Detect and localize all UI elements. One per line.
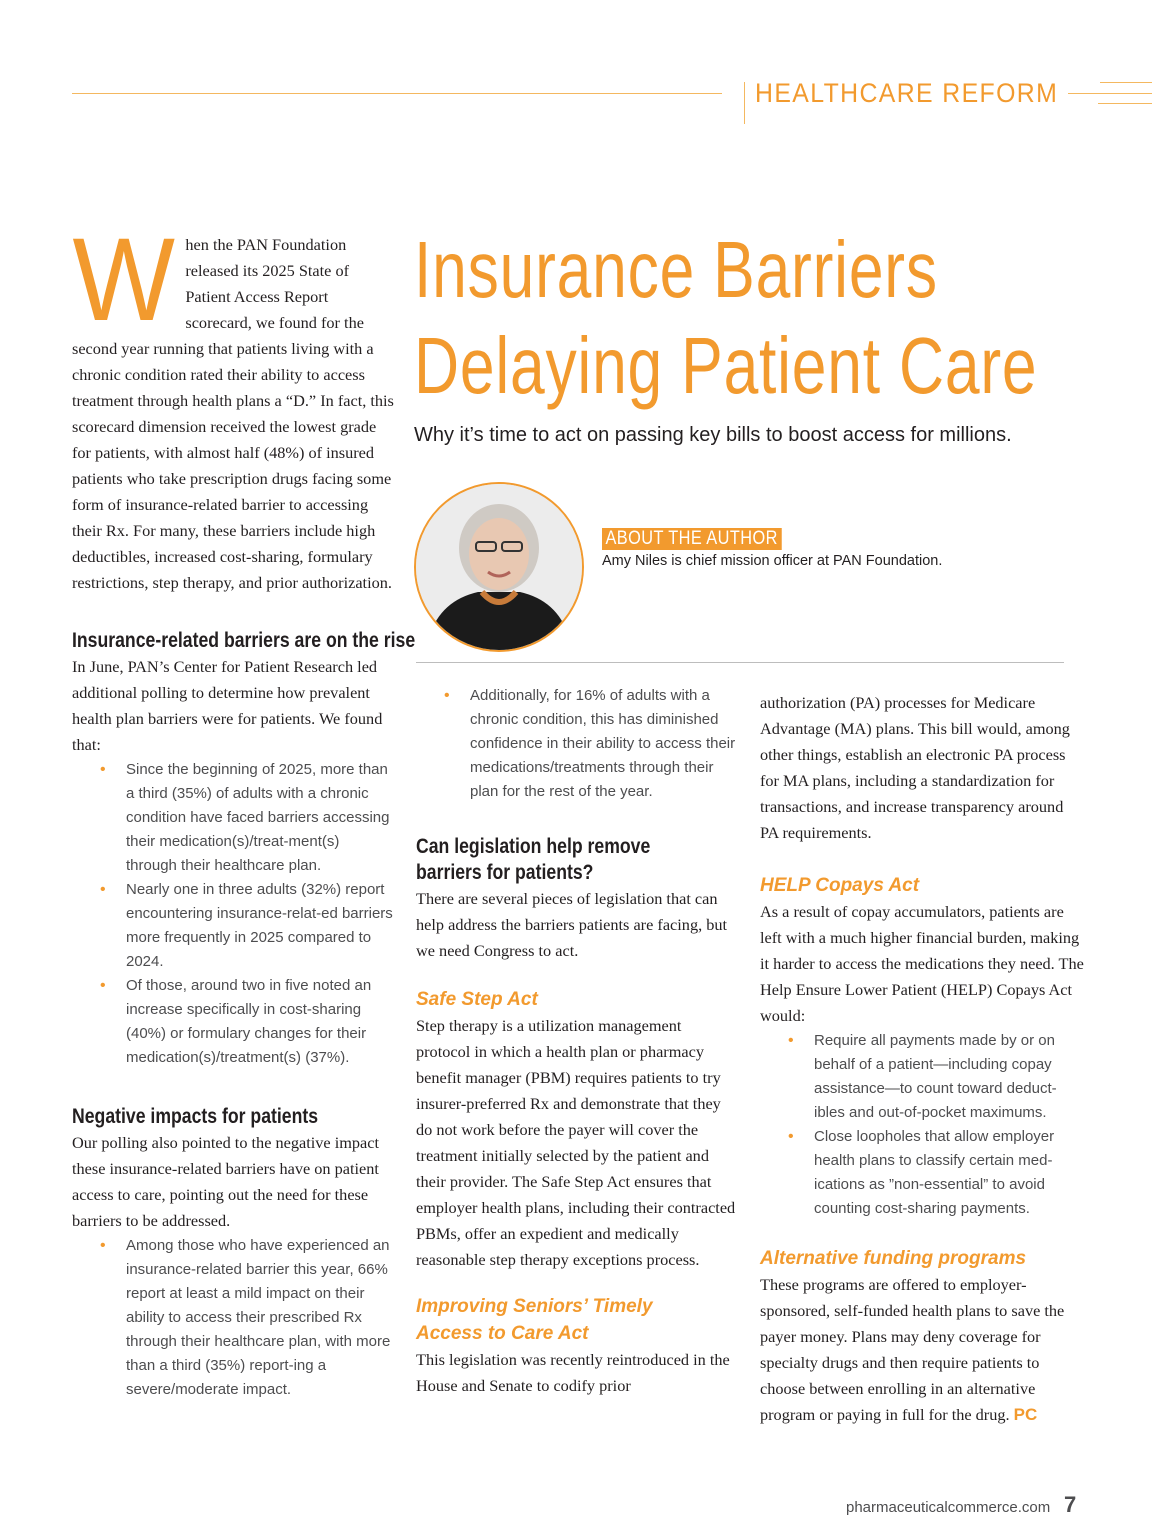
safe-step-paragraph: Step therapy is a utilization management protocol in which a health plan or pharmacy benefit manager (PBM) requires patients to try insurer-preferred Rx and demonstrate that they do not work before the payer will cover the treatment initially selected by the patient and their provider. The Safe Step Act ensures that employer health plans, including their contracted PBMs, offer an expedient and medically reasonable step therapy exceptions process. <box>416 1016 736 1269</box>
mid-bullets <box>416 684 738 804</box>
heading-alternative-funding: Alternative funding programs <box>760 1248 1027 1269</box>
section-tag: HEALTHCARE REFORM <box>755 78 1059 108</box>
left-column <box>72 214 416 1402</box>
bullet-icon: • <box>788 1128 794 1145</box>
author-bio <box>602 553 942 569</box>
article-title-line: Delaying Patient Care <box>414 321 1038 410</box>
help-paragraph: As a result of copay accumulators, patients are left with a much higher financial burden, making it harder to access the medications they need. The Help Ensure Lower Patient (HELP) Copays Act would: <box>760 902 1084 1025</box>
heading-help-copays: HELP Copays Act <box>760 875 920 896</box>
help-bullets <box>760 1029 1084 1221</box>
seniors-continued-paragraph: authorization (PA) processes for Medicare Advantage (MA) plans. This bill would, among other things, establish an electronic PA process for MA plans, including a standardization for transactions, and increase transparency around PA requirements. <box>760 693 1070 842</box>
article-title-line: Insurance Barriers <box>414 225 938 314</box>
bullet-icon: • <box>788 1032 794 1049</box>
middle-column <box>416 684 738 1399</box>
author-divider <box>416 662 1064 663</box>
list-item: • Require all payments made by or on behalf of a patient—including copay assistance—to count toward deduct-ibles and out-of-pocket maximums. <box>760 1029 1084 1125</box>
footer-url: pharmaceuticalcommerce.com <box>846 1499 1051 1516</box>
rise-bullets <box>72 758 394 1070</box>
negative-bullets <box>72 1234 394 1402</box>
bullet-icon: • <box>100 1237 106 1254</box>
author-photo <box>414 482 584 652</box>
bullet-icon: • <box>100 761 106 778</box>
author-name: Amy Niles <box>602 553 668 569</box>
bullet-icon: • <box>444 687 450 704</box>
alternative-funding-paragraph: These programs are offered to employer-sponsored, self-funded health plans to save the payer money. Plans may deny coverage for specialty drugs and then require patients to choose between enrolling in an alternative program or paying in full for the drug. PC <box>760 1275 1065 1424</box>
list-item: • Close loopholes that allow employer health plans to classify certain med-ications as ”non-essential” to avoid counting cost-sharing payments. <box>760 1125 1084 1221</box>
page-number: 7 <box>1064 1492 1077 1517</box>
header-deco-line <box>1100 82 1152 83</box>
list-item: • Since the beginning of 2025, more than a third (35%) of adults with a chronic condition have faced barriers accessing their medication(s)/treat-ment(s) through their healthcare plan. <box>72 758 394 878</box>
intro-text: hen the PAN Foundation released its 2025 State of Patient Access Report scorecard, we found for the second year running that patients living with a chronic condition rated their ability to access treatment through health plans a “D.” In fact, this scorecard dimension received the lowest grade for patients, with almost half (48%) of insured patients who take prescription drugs facing some form of insurance-related barrier to accessing their Rx. For many, these barriers include high deductibles, increased cost-sharing, formulary restrictions, step therapy, and prior authorization. <box>72 235 394 592</box>
author-portrait-illustration <box>416 484 582 650</box>
header-divider <box>744 82 745 124</box>
header-deco-line <box>1068 93 1152 94</box>
article-title <box>414 222 1038 414</box>
author-bio-text: is chief mission officer at PAN Foundation. <box>667 553 943 569</box>
negative-paragraph: Our polling also pointed to the negative impact these insurance-related barriers have on patient access to care, pointing out the need for these barriers to be addressed. <box>72 1133 380 1230</box>
list-item: • Of those, around two in five noted an increase specifically in cost-sharing (40%) or formulary changes for their medication(s)/treatment(s) (37%). <box>72 974 394 1070</box>
end-mark: PC <box>1013 1405 1038 1424</box>
list-item: • Nearly one in three adults (32%) report encountering insurance-relat-ed barriers more frequently in 2025 compared to 2024. <box>72 878 394 974</box>
heading-negative: Negative impacts for patients <box>72 1105 319 1128</box>
heading-rise: Insurance-related barriers are on the rise <box>72 629 416 652</box>
heading-safe-step: Safe Step Act <box>416 989 538 1010</box>
list-item: • Among those who have experienced an insurance-related barrier this year, 66% report at least a mild impact on their ability to access their prescribed Rx through their healthcare plan, with more than a third (35%) report-ing a severe/moderate impact. <box>72 1234 394 1402</box>
right-column <box>760 690 1084 1428</box>
header-rule-left <box>72 93 722 94</box>
about-author-label: ABOUT THE AUTHOR <box>602 528 781 550</box>
heading-seniors: Improving Seniors’ Timely Access to Care Act <box>416 1296 653 1344</box>
drop-cap: W <box>72 214 175 346</box>
heading-legislation: Can legislation help remove barriers for patients? <box>416 835 651 884</box>
rise-paragraph: In June, PAN’s Center for Patient Research led additional polling to determine how prevalent health plan barriers were for patients. We found that: <box>72 657 383 754</box>
bullet-icon: • <box>100 881 106 898</box>
header-deco-line <box>1098 103 1152 104</box>
list-item: • Additionally, for 16% of adults with a chronic condition, this has diminished confidence in their ability to access their medications/treatments through their plan for the rest of the year. <box>416 684 738 804</box>
seniors-paragraph: This legislation was recently reintroduced in the House and Senate to codify prior <box>416 1350 730 1395</box>
bullet-icon: • <box>100 977 106 994</box>
article-subtitle: Why it’s time to act on passing key bills to boost access for millions. <box>414 424 1012 446</box>
intro-paragraph <box>72 214 394 596</box>
legislation-paragraph: There are several pieces of legislation that can help address the barriers patients are facing, but we need Congress to act. <box>416 889 728 960</box>
